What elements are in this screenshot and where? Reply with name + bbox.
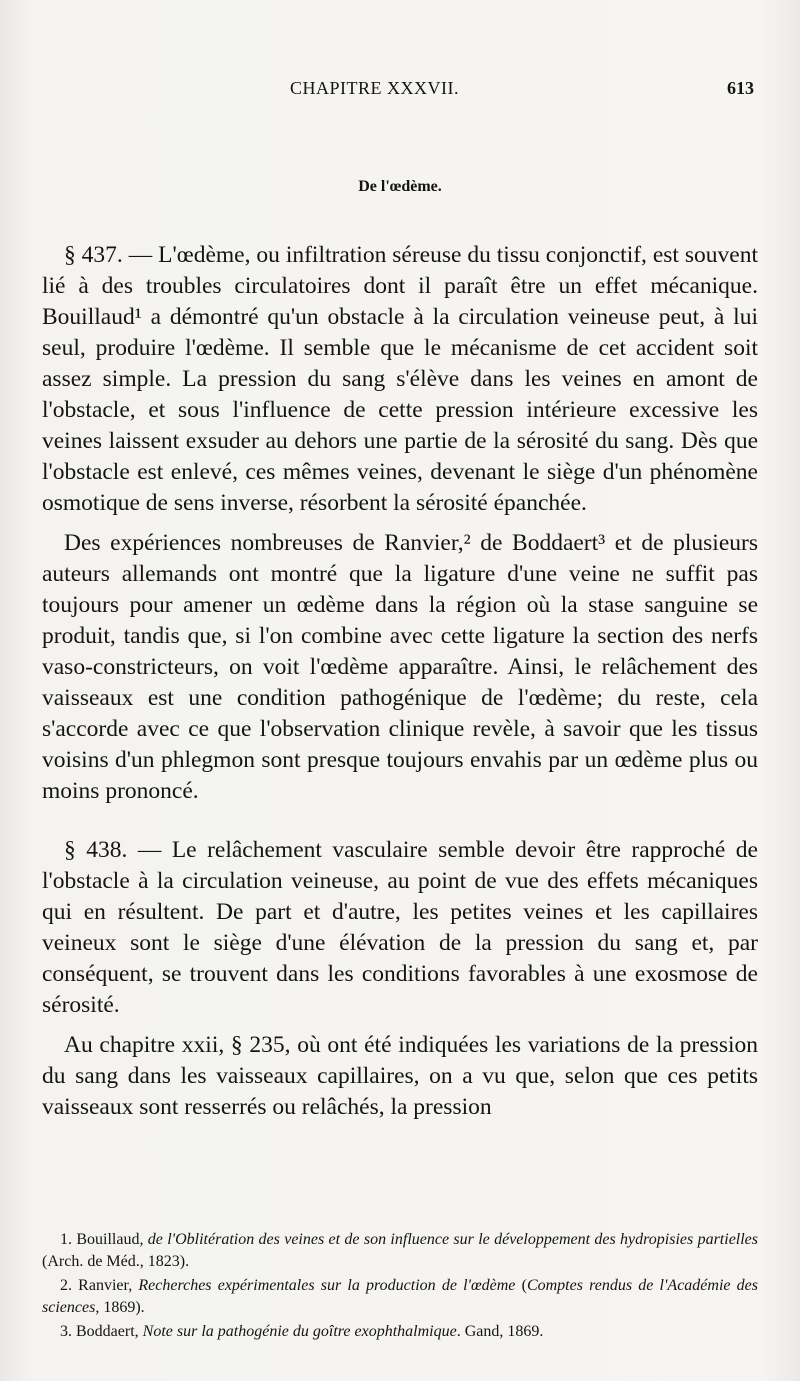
- footnote-ref-open: (: [515, 1277, 527, 1294]
- footnote-marker: 1. Bouillaud,: [60, 1231, 144, 1248]
- footnote-ref: , 1869).: [95, 1299, 145, 1316]
- footnote-title: Recherches expérimentales sur la production de l'œdème: [138, 1277, 516, 1294]
- body-text: [42, 240, 758, 1123]
- page-number: 613: [727, 78, 754, 98]
- footnote-title: de l'Oblitération des veines et de son influence sur le développement des hydropisies partielles: [147, 1231, 759, 1248]
- footnote-marker: 3. Boddaert,: [60, 1323, 139, 1340]
- footnote-ref-title: Comptes rendus de l'Académie des sciences: [42, 1277, 759, 1316]
- footnote-ref: (Arch. de Méd., 1823).: [42, 1253, 190, 1270]
- footnote-2: [42, 1275, 758, 1319]
- paragraph-experiments: Des expériences nombreuses de Ranvier,² de Boddaert³ et de plusieurs auteurs allemands ont montré que la ligature d'une veine ne suffit pas toujours pour amener un œdème dans la région où la stase sanguine se produit, tandis que, si l'on combine avec cette ligature la section des nerfs vaso-constricteurs, on voit l'œdème apparaître. Ainsi, le relâchement des vaisseaux est une condition pathogénique de l'œdème; du reste, cela s'accorde avec ce que l'observation clinique revèle, à savoir que les tissus voisins d'un phlegmon sont presque toujours envahis par un œdème plus ou moins prononcé.: [42, 530, 758, 804]
- footnotes: [42, 1229, 758, 1345]
- paragraph-437: § 437. — L'œdème, ou infiltration séreuse du tissu conjonctif, est souvent lié à des troubles circulatoires dont il paraît être un effet mécanique. Bouillaud¹ a démontré qu'un obstacle à la circulation veineuse peut, à lui seul, produire l'œdème. Il semble que le mécanisme de cet accident soit assez simple. La pression du sang s'élève dans les veines en amont de l'obstacle, et sous l'influence de cette pression intérieure excessive les veines laissent exsuder au dehors une partie de la sérosité du sang. Dès que l'obstacle est enlevé, ces mêmes veines, devenant le siège d'un phénomène osmotique de sens inverse, résorbent la sérosité épanchée.: [42, 242, 758, 516]
- footnote-ref: . Gand, 1869.: [456, 1323, 544, 1340]
- footnote-3: [42, 1321, 758, 1343]
- footnote-title: Note sur la pathogénie du goître exophthalmique: [142, 1323, 457, 1340]
- running-header: [0, 78, 800, 102]
- paragraph-438: § 438. — Le relâchement vasculaire semble devoir être rapproché de l'obstacle à la circulation veineuse, au point de vue des effets mécaniques qui en résultent. De part et d'autre, les petites veines et les capillaires veineux sont le siège d'une élévation de la pression du sang et, par conséquent, se trouvent dans les conditions favorables à une exosmose de sérosité.: [42, 837, 758, 1018]
- paragraph-chapitre-xxii: Au chapitre xxii, § 235, où ont été indiquées les variations de la pression du sang dans les vaisseaux capillaires, on a vu que, selon que ces petits vaisseaux sont resserrés ou relâchés, la pression: [42, 1032, 758, 1120]
- footnote-marker: 2. Ranvier,: [60, 1277, 133, 1294]
- section-title: De l'œdème.: [358, 178, 442, 195]
- chapter-heading: CHAPITRE XXXVII.: [290, 78, 459, 98]
- footnote-1: [42, 1229, 758, 1273]
